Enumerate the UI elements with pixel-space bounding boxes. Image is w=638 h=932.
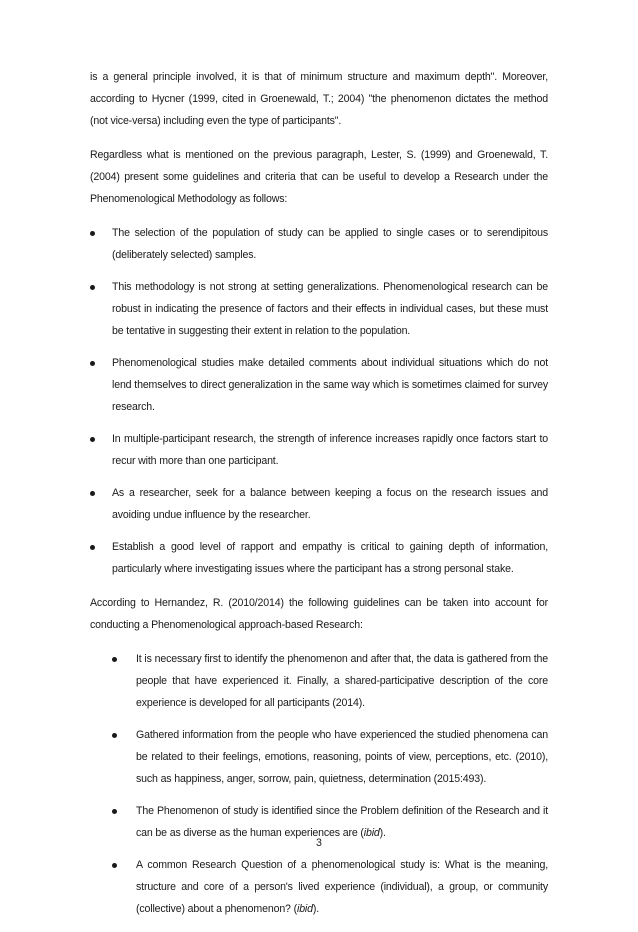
bullet-icon — [90, 285, 95, 290]
list-item-text: Gathered information from the people who have experienced the studied phenomena can be related to their feelings, emotions, reasoning, points of view, perceptions, etc. (2010), such as happiness, anger, sorrow, pain, quietness, determination (2015:493). — [136, 729, 548, 785]
italic-citation: ibid — [296, 903, 313, 915]
paragraph-guidelines-hernandez: According to Hernandez, R. (2010/2014) the following guidelines can be taken into account for conducting a Phenomenological approach-based Research: — [90, 597, 548, 631]
page-content — [90, 66, 548, 932]
text-segment: A common Research Question of a phenomenological study is: What is the meaning, structure and core of a person's lived experience (individual), a group, or community (collective) about a phenomenon? ( — [136, 859, 548, 915]
list-item — [90, 536, 548, 580]
bullet-icon — [90, 361, 95, 366]
list-item-text: The selection of the population of study can be applied to single cases or to serendipitous (deliberately selected) samples. — [112, 227, 548, 261]
list-item-text: It is necessary first to identify the phenomenon and after that, the data is gathered from the people that have experienced it. Finally, a shared-participative description of the core experience is developed for all participants (2014). — [136, 653, 548, 709]
list-item — [112, 854, 548, 920]
text-segment: The Phenomenon of study is identified since the Problem definition of the Research and it can be as diverse as the human experiences are ( — [136, 805, 548, 839]
list-item — [112, 724, 548, 790]
paragraph-intro: is a general principle involved, it is that of minimum structure and maximum depth". Moreover, according to Hycner (1999, cited in Groenewald, T.; 2004) "the phenomenon dictates the method (not vice-versa) including even the type of participants". — [90, 71, 548, 127]
bullet-icon — [90, 437, 95, 442]
bullet-icon — [112, 863, 117, 868]
text-segment: ). — [379, 827, 386, 839]
list-item-text: As a researcher, seek for a balance between keeping a focus on the research issues and avoiding undue influence by the researcher. — [112, 487, 548, 521]
text-segment: ). — [312, 903, 320, 915]
bullet-icon — [90, 545, 95, 550]
bullet-icon — [90, 231, 95, 236]
list-item-text: This methodology is not strong at setting generalizations. Phenomenological research can be robust in indicating the presence of factors and their effects in individual cases, but these must be tentative in suggesting their extent in relation to the population. — [112, 281, 548, 337]
italic-citation: ibid — [363, 827, 380, 839]
list-item-text: In multiple-participant research, the strength of inference increases rapidly once factors start to recur with more than one participant. — [112, 433, 548, 467]
list-item — [112, 648, 548, 714]
bullet-icon — [112, 733, 117, 738]
page-number: 3 — [316, 837, 322, 849]
list-item-text: Phenomenological studies make detailed comments about individual situations which do not lend themselves to direct generalization in the same way which is sometimes claimed for survey research. — [112, 357, 548, 413]
bullet-list-lester — [90, 222, 548, 580]
bullet-icon — [112, 657, 117, 662]
list-item — [90, 352, 548, 418]
list-item-text — [136, 854, 548, 920]
list-item — [90, 482, 548, 526]
paragraph-guidelines-lester: Regardless what is mentioned on the previous paragraph, Lester, S. (1999) and Groenewald, T. (2004) present some guidelines and criteria that can be useful to develop a Research under the Phenomenological Methodology as follows: — [90, 149, 548, 205]
bullet-icon — [112, 809, 117, 814]
bullet-icon — [90, 491, 95, 496]
list-item — [90, 276, 548, 342]
list-item — [90, 222, 548, 266]
list-item-text: Establish a good level of rapport and empathy is critical to gaining depth of information, particularly where investigating issues where the participant has a strong personal stake. — [112, 541, 548, 575]
bullet-list-hernandez — [90, 648, 548, 920]
list-item — [90, 428, 548, 472]
